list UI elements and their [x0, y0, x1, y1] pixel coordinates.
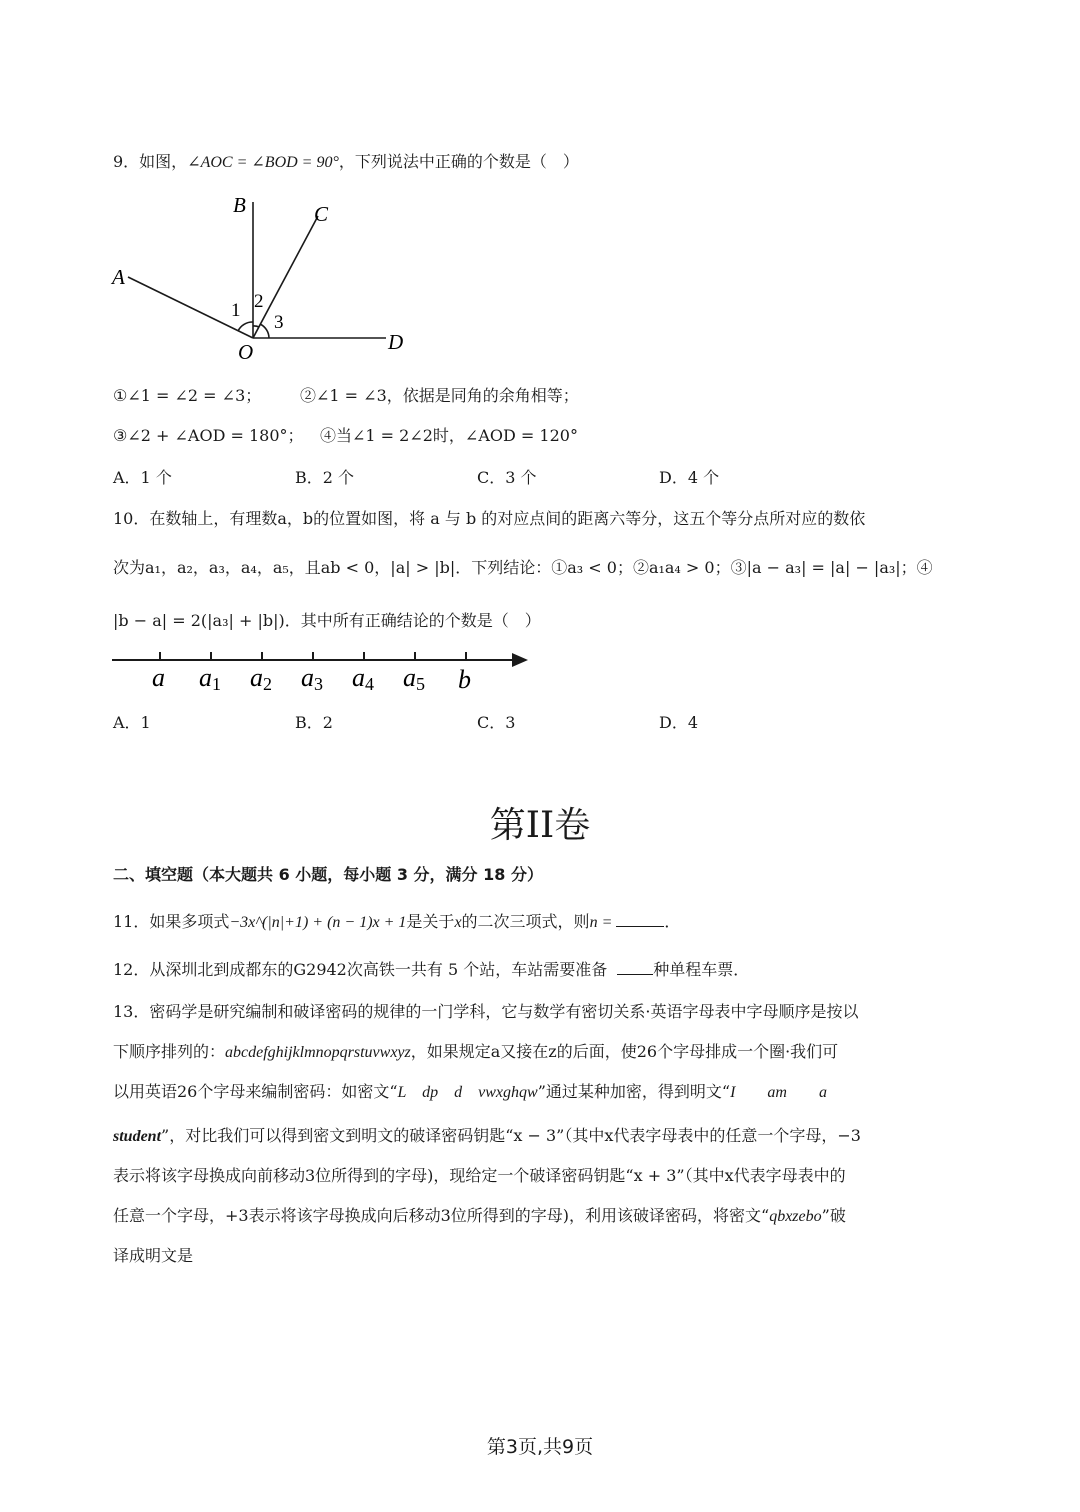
q13-line2: 下顺序排列的：abcdefghijklmnopqrstuvwxyz，如果规定a又接在z的后面，使26个字母排成一个圈·我们可: [113, 1042, 839, 1061]
axis-label-a2: a2: [250, 663, 272, 694]
q13-alphabet: abcdefghijklmnopqrstuvwxyz: [225, 1044, 411, 1061]
page-footer: 第3页,共9页: [486, 1436, 594, 1458]
q13-plain2: student: [113, 1128, 162, 1145]
q13-line4: student”，对比我们可以得到密文到明文的破译密码钥匙“x − 3”（其中x代表字母表中的任意一个字母，−3: [113, 1126, 861, 1145]
q9-statement2: ②∠1 = ∠3，依据是同角的余角相等；: [300, 386, 579, 405]
q13-line6: 任意一个字母，+3表示将该字母换成向后移动3位所得到的字母)，利用该破译密码，将密文“qbxzebo”破: [113, 1206, 846, 1225]
q9-option-c: C．3 个: [477, 468, 537, 487]
q11-answer-label: n =: [589, 914, 613, 931]
label-D: D: [388, 330, 404, 354]
q13-cipher2: qbxzebo: [769, 1208, 822, 1225]
axis-label-a4: a4: [352, 663, 374, 694]
label-angle2: 2: [254, 291, 264, 312]
q9-stem-math: ∠AOC = ∠BOD = 90°: [187, 154, 339, 171]
label-angle1: 1: [231, 300, 241, 321]
label-A: A: [112, 265, 125, 289]
q9-statement3: ③∠2 + ∠AOD = 180°；: [113, 426, 304, 445]
axis-label-a1: a1: [199, 663, 221, 694]
arrow-head: [512, 653, 528, 667]
label-O: O: [238, 340, 254, 364]
axis-label-a5: a5: [403, 663, 425, 694]
q10-option-d: D．4: [659, 713, 699, 732]
axis-label-a: a: [152, 663, 165, 692]
q12-line: 12．从深圳北到成都东的G2942次高铁一共有 5 个站，车站需要准备 种单程车票．: [113, 960, 750, 979]
q13-plain1: I am a: [730, 1084, 827, 1101]
q13-line3: 以用英语26个字母来编制密码：如密文“L dp d vwxghqw”通过某种加密，得到明文“I am a: [113, 1082, 827, 1101]
q10-line2: 次为a₁，a₂，a₃，a₄，a₅，且ab < 0，|a| > |b|．下列结论：①a₃ < 0；②a₁a₄ > 0；③|a − a₃| = |a| − |a₃|；④: [113, 558, 933, 577]
q10-line3: |b − a| = 2(|a₃| + |b|)．其中所有正确结论的个数是（ ）: [113, 611, 541, 630]
q9-stem: 9．如图，∠AOC = ∠BOD = 90°，下列说法中正确的个数是（ ）: [113, 152, 579, 171]
q11-math: −3x^(|n|+1) + (n − 1)x + 1: [229, 914, 407, 931]
q9-option-a: A．1 个: [113, 468, 172, 487]
q10-option-b: B．2: [295, 713, 333, 732]
q10-option-a: A．1: [113, 713, 151, 732]
axis-label-b: b: [458, 665, 471, 694]
q9-figure: [100, 188, 430, 368]
q10-line1: 10．在数轴上，有理数a，b的位置如图，将 a 与 b 的对应点间的距离六等分，这五个等分点所对应的数依: [113, 509, 866, 528]
q13-line1: 13．密码学是研究编制和破译密码的规律的一门学科，它与数学有密切关系·英语字母表中字母顺序是按以: [113, 1002, 859, 1021]
q9-option-d: D．4 个: [659, 468, 720, 487]
label-B: B: [233, 193, 246, 217]
q13-cipher: L dp d vwxghqw: [397, 1084, 538, 1101]
q9-statement4: ④当∠1 = 2∠2时，∠AOD = 120°: [320, 426, 578, 445]
q11-answer-blank[interactable]: [616, 910, 664, 927]
part2-title: 第II卷: [489, 805, 591, 846]
q13-line7: 译成明文是: [113, 1246, 194, 1265]
label-C: C: [314, 202, 329, 226]
q13-line5: 表示将该字母换成向前移动3位所得到的字母)，现给定一个破译密码钥匙“x + 3”（其中x代表字母表中的: [113, 1166, 846, 1185]
label-angle3: 3: [274, 312, 284, 333]
ray-OC: [253, 216, 318, 338]
q10-option-c: C．3: [477, 713, 516, 732]
q11-line: 11．如果多项式−3x^(|n|+1) + (n − 1)x + 1是关于x的二次三项式，则n = ．: [113, 912, 681, 931]
angle-arc-1: [238, 322, 253, 331]
q12-answer-blank[interactable]: [617, 958, 653, 975]
q9-statement1: ①∠1 = ∠2 = ∠3；: [113, 386, 262, 405]
angle-arc-3: [260, 324, 269, 338]
q10-number-line: [108, 642, 538, 698]
axis-label-a3: a3: [301, 663, 323, 694]
q9-option-b: B．2 个: [295, 468, 355, 487]
angle-arc-2: [253, 326, 259, 327]
section2-heading: 二、填空题（本大题共 6 小题，每小题 3 分，满分 18 分）: [113, 865, 543, 884]
